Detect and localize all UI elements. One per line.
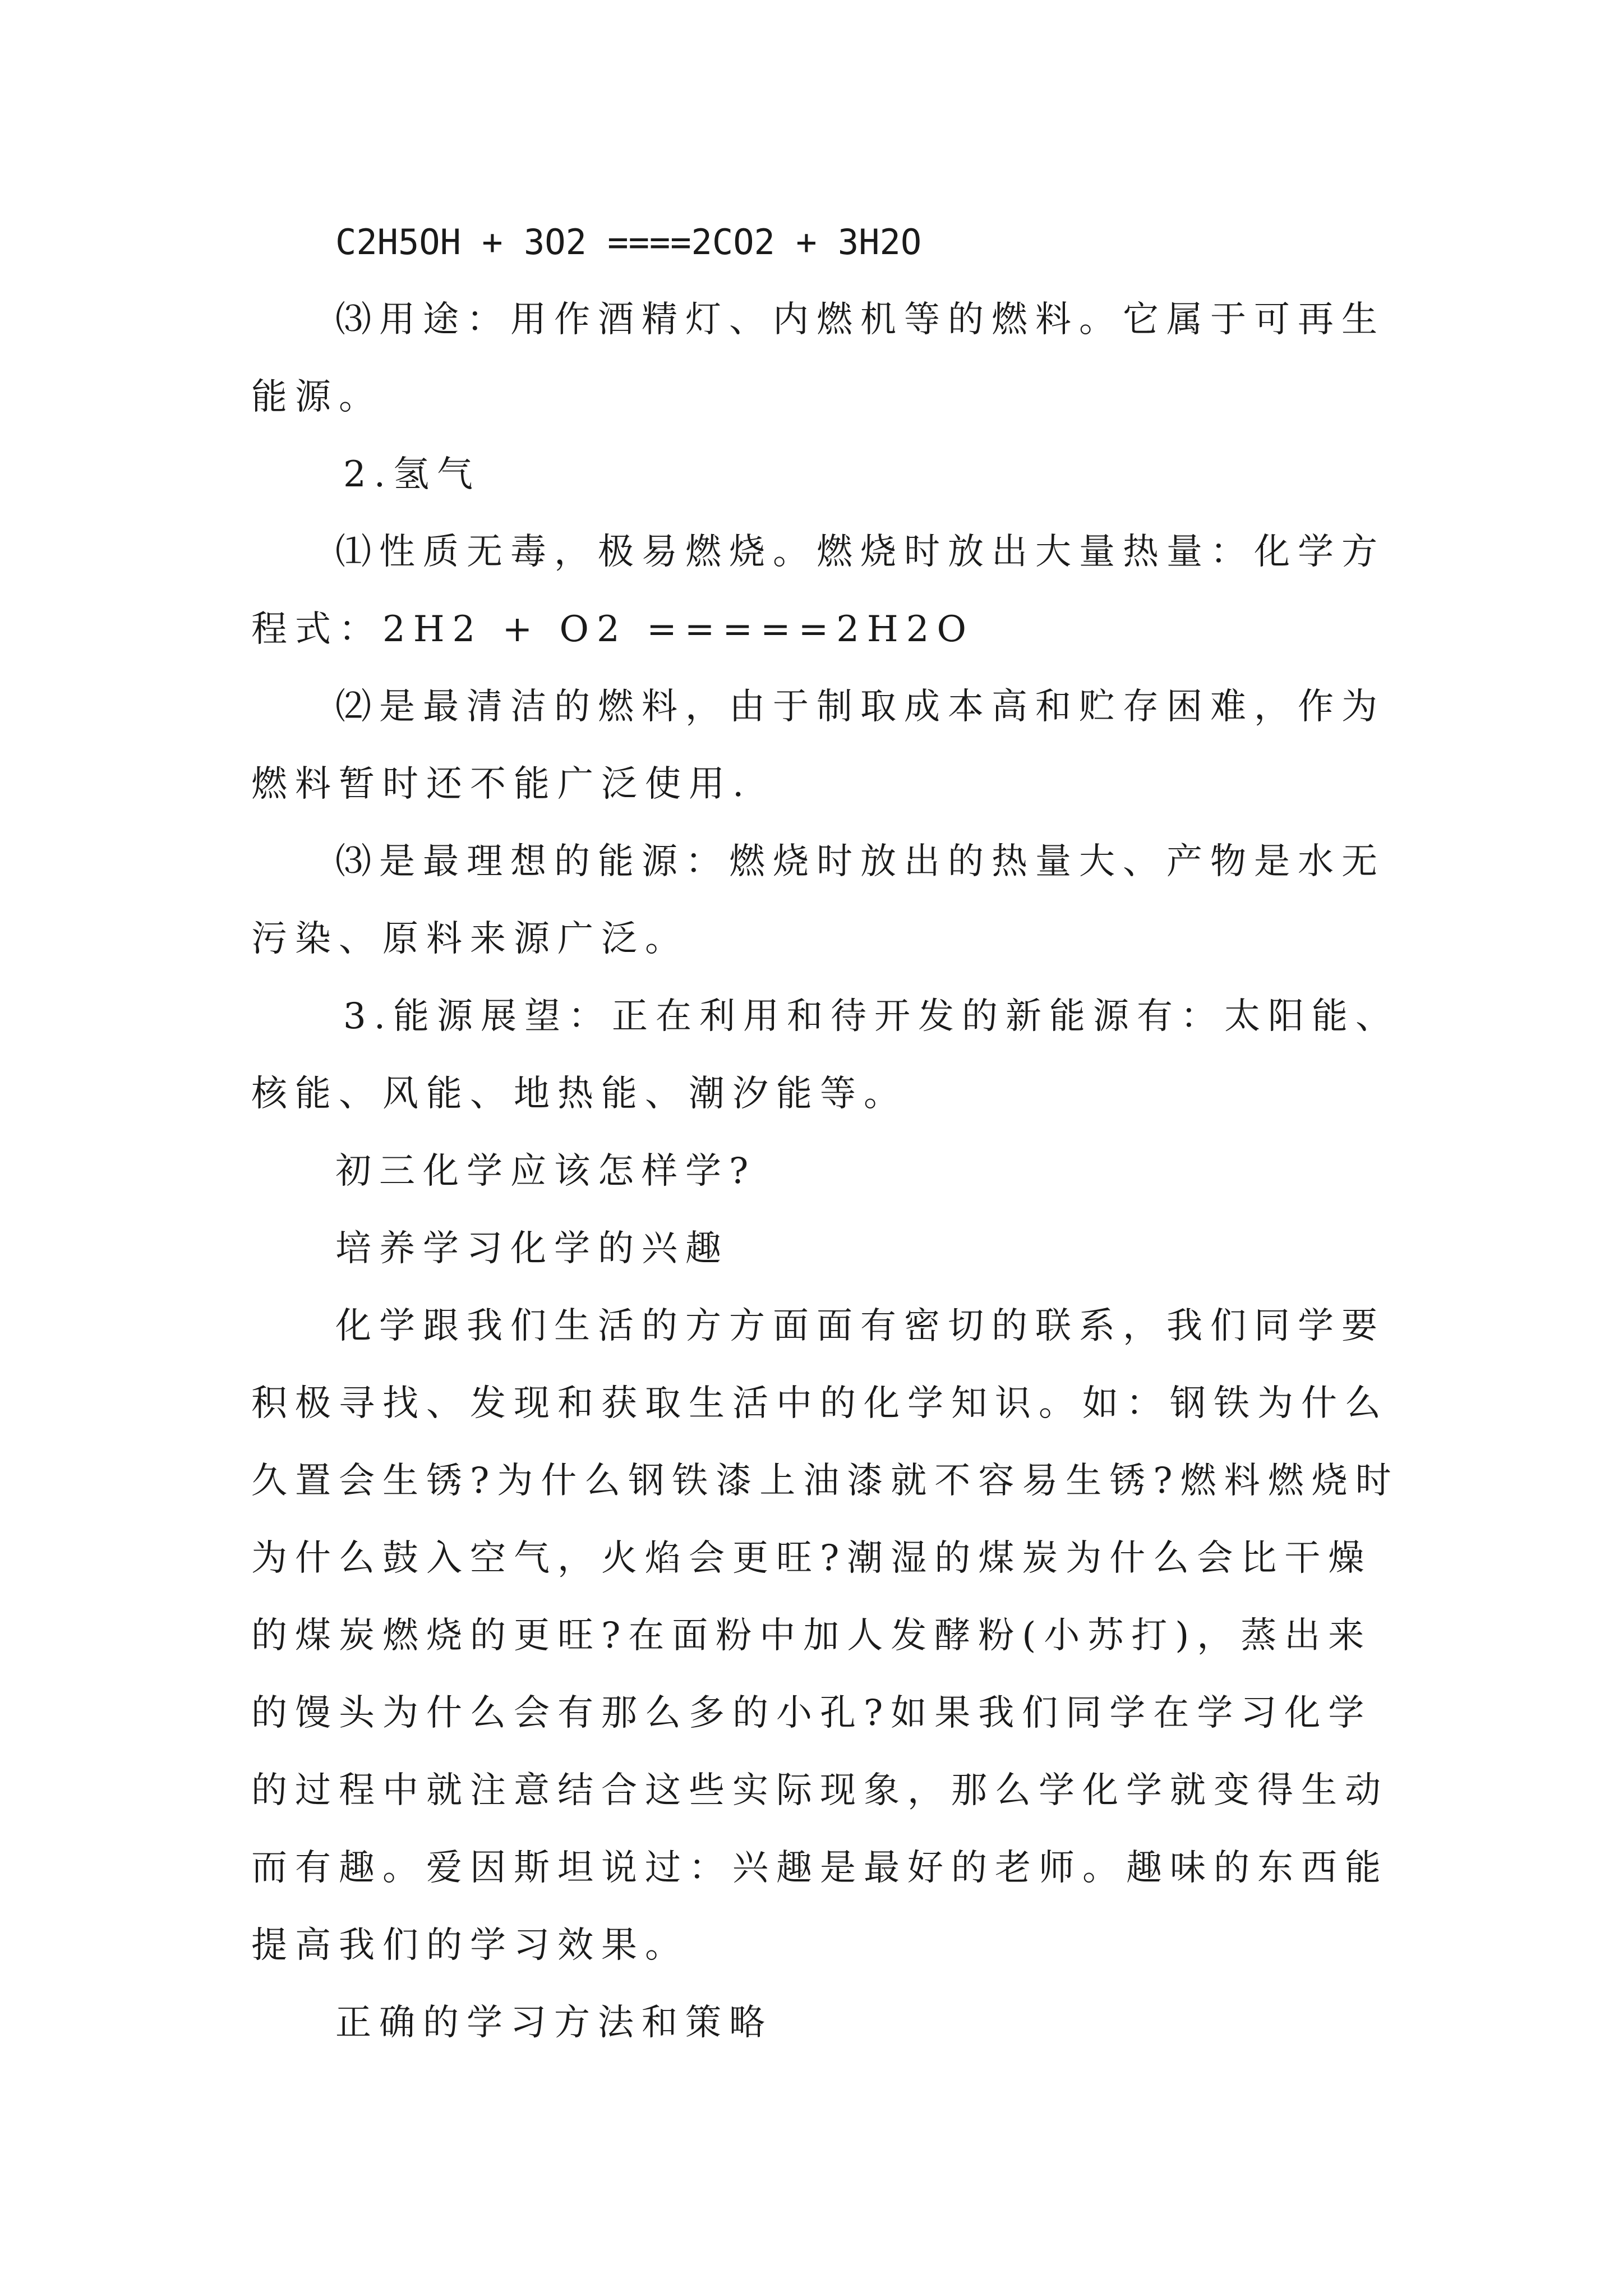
ethanol-use-line-1: ⑶用途：用作酒精灯、内燃机等的燃料。它属于可再生 bbox=[335, 299, 1385, 341]
paragraph-line-4: 为什么鼓入空气，火焰会更旺?潮湿的煤炭为什么会比干燥 bbox=[251, 1538, 1372, 1579]
paragraph-line-6: 的馒头为什么会有那么多的小孔?如果我们同学在学习化学 bbox=[251, 1692, 1372, 1734]
paragraph-line-3: 久置会生锈?为什么钢铁漆上油漆就不容易生锈?燃料燃烧时 bbox=[251, 1460, 1399, 1502]
hydrogen-clean-line-2: 燃料暂时还不能广泛使用. bbox=[251, 763, 752, 805]
hydrogen-property-line-2: 程式：2H2 + O2 =====2H2O bbox=[251, 609, 974, 650]
paragraph-line-2: 积极寻找、发现和获取生活中的化学知识。如：钢铁为什么 bbox=[251, 1383, 1389, 1424]
hydrogen-property-line-1: ⑴性质无毒，极易燃烧。燃烧时放出大量热量：化学方 bbox=[335, 531, 1385, 573]
energy-outlook-line-1: 3.能源展望：正在利用和待开发的新能源有：太阳能、 bbox=[343, 996, 1400, 1037]
hydrogen-clean-line-1: ⑵是最清洁的燃料，由于制取成本高和贮存困难，作为 bbox=[335, 686, 1385, 728]
energy-outlook-line-2: 核能、风能、地热能、潮汐能等。 bbox=[251, 1073, 907, 1115]
hydrogen-ideal-line-1: ⑶是最理想的能源：燃烧时放出的热量大、产物是水无 bbox=[335, 841, 1385, 882]
section-question-heading: 初三化学应该怎样学? bbox=[335, 1151, 757, 1192]
paragraph-line-5: 的煤炭燃烧的更旺?在面粉中加人发酵粉(小苏打)，蒸出来 bbox=[251, 1615, 1372, 1657]
paragraph-line-1: 化学跟我们生活的方方面面有密切的联系，我们同学要 bbox=[335, 1305, 1385, 1347]
paragraph-line-9: 提高我们的学习效果。 bbox=[251, 1925, 689, 1966]
interest-subheading: 培养学习化学的兴趣 bbox=[335, 1228, 729, 1269]
method-subheading: 正确的学习方法和策略 bbox=[335, 2002, 773, 2044]
hydrogen-heading: 2.氢气 bbox=[343, 454, 481, 495]
hydrogen-ideal-line-2: 污染、原料来源广泛。 bbox=[251, 918, 689, 960]
ethanol-combustion-equation: C2H5OH + 3O2 ====2CO2 + 3H2O bbox=[335, 222, 922, 263]
paragraph-line-8: 而有趣。爱因斯坦说过：兴趣是最好的老师。趣味的东西能 bbox=[251, 1847, 1389, 1889]
ethanol-use-line-2: 能源。 bbox=[251, 376, 382, 418]
paragraph-line-7: 的过程中就注意结合这些实际现象，那么学化学就变得生动 bbox=[251, 1770, 1389, 1811]
